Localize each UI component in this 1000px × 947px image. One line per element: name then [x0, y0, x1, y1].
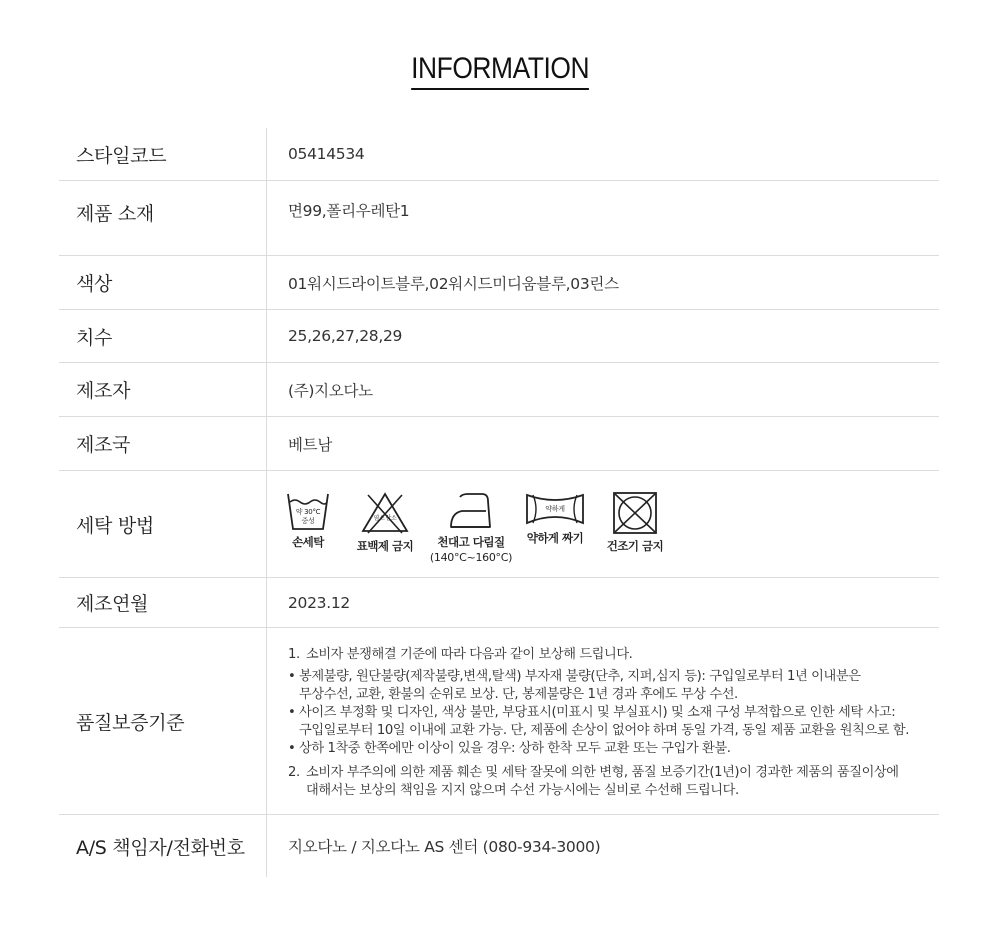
wring-caption: 약하게 짜기	[526, 531, 584, 545]
bullet-2-line-1: 사이즈 부정확 및 디자인, 색상 불만, 부당표시(미표시 및 부실표시) 및 소재 구성 부적합으로 인한 세탁 사고:	[299, 705, 896, 720]
page-title: INFORMATION	[411, 52, 589, 90]
maker-value: (주)지오다노	[288, 381, 373, 400]
quality-bullet: • 상하 1착중 한쪽에만 이상이 있을 경우: 상하 한착 모두 교환 또는 구입가 환불.	[288, 741, 731, 756]
quality-bullet: • 봉제불량, 원단불량(제작불량,변색,탈색) 부자재 불량(단추, 지퍼,심지 등): 구입일로부터 1년 이내분은 무상수선, 교환, 환불의 순위로 보상. 단, 봉제불량은 1년 경과 후에도 무상 수선.	[288, 668, 909, 704]
hand-wash-caption: 손세탁	[292, 535, 324, 549]
material-value: 면99,폴리우레탄1	[288, 202, 410, 220]
color-value: 01워시드라이트블루,02워시드미디움블루,03린스	[288, 274, 619, 293]
mfg-date-label: 제조연월	[59, 578, 267, 627]
row-country	[59, 417, 939, 471]
quality-item-2-line-2: 대해서는 보상의 책임을 지지 않으며 수선 가능시에는 실비로 수선해 드립니다.	[306, 783, 739, 798]
country-label: 제조국	[59, 417, 267, 470]
quality-text	[288, 628, 909, 800]
quality-value	[267, 628, 939, 814]
wash-item-hand	[284, 491, 332, 550]
wash-item-wring	[524, 491, 586, 546]
row-as	[59, 815, 939, 877]
quality-label: 품질보증기준	[59, 628, 267, 814]
size-value: 25,26,27,28,29	[288, 327, 403, 345]
wash-label: 세탁 방법	[59, 471, 267, 577]
quality-bullet: • 사이즈 부정확 및 디자인, 색상 불만, 부당표시(미표시 및 부실표시) 및 소재 구성 부적합으로 인한 세탁 사고: 구입일로부터 10일 이내에 교환 가능. 단, 제품에 손상이 없어야 하며 동일 가격, 동일 제품 교환을 원칙으로 함.	[288, 705, 910, 738]
quality-item-2-line-1: 소비자 부주의에 의한 제품 훼손 및 세탁 잘못에 의한 변형, 품질 보증기간(1년)이 경과한 제품의 품질이상에	[306, 765, 899, 780]
iron-caption	[430, 535, 512, 565]
iron-icon	[448, 491, 494, 531]
hand-wash-icon	[286, 491, 330, 531]
mfg-date-value: 2023.12	[288, 593, 350, 612]
size-label: 치수	[59, 310, 267, 362]
wash-value	[267, 471, 939, 577]
iron-caption-main: 천대고 다림질	[437, 535, 505, 549]
quality-item-1-text: 소비자 분쟁해결 기준에 따라 다음과 같이 보상해 드립니다.	[306, 647, 633, 662]
row-color	[59, 256, 939, 310]
bleach-chlorine: 염소	[373, 515, 385, 522]
gentle-wring-icon	[525, 491, 585, 527]
style-code-label: 스타일코드	[59, 128, 267, 180]
no-tumble-dry-icon	[612, 491, 658, 535]
bullet-2-line-2: 구입일로부터 10일 이내에 교환 가능. 단, 제품에 손상이 없어야 하며 동일 가격, 동일 제품 교환을 원칙으로 함.	[299, 723, 910, 738]
wash-item-iron	[430, 491, 512, 565]
row-material	[59, 181, 939, 256]
bullet-3-line-1: 상하 1착중 한쪽에만 이상이 있을 경우: 상하 한착 모두 교환 또는 구입가 환불.	[299, 741, 731, 756]
quality-item-1	[288, 646, 909, 664]
row-size	[59, 310, 939, 363]
bullet-1-line-2: 무상수선, 교환, 환불의 순위로 보상. 단, 봉제불량은 1년 경과 후에도 무상 수선.	[299, 687, 738, 702]
wring-gentle-text: 약하게	[545, 505, 565, 513]
bullet-1-line-1: 봉제불량, 원단불량(제작불량,변색,탈색) 부자재 불량(단추, 지퍼,심지 등): 구입일로부터 1년 이내분은	[299, 669, 861, 684]
maker-label: 제조자	[59, 363, 267, 416]
row-quality	[59, 628, 939, 815]
info-table	[59, 128, 939, 877]
no-bleach-icon	[360, 491, 410, 535]
hand-wash-temp: 약 30°C	[295, 508, 321, 516]
page-heading	[0, 52, 1000, 90]
as-value: 지오다노 / 지오다노 AS 센터 (080-934-3000)	[288, 838, 601, 856]
bleach-oxygen: 산소	[385, 515, 397, 522]
wash-item-bleach	[354, 491, 416, 554]
quality-item-2-num: 2.	[288, 765, 300, 780]
color-label: 색상	[59, 256, 267, 309]
material-label: 제품 소재	[59, 181, 267, 255]
row-style-code	[59, 128, 939, 181]
row-mfg-date	[59, 578, 939, 628]
as-label: A/S 책임자/전화번호	[59, 815, 267, 877]
quality-bullets	[288, 668, 909, 758]
quality-item-2	[288, 764, 909, 800]
quality-item-1-num: 1.	[288, 647, 300, 662]
iron-caption-temp: (140°C~160°C)	[429, 551, 513, 564]
wash-item-dryer	[604, 491, 666, 554]
country-value: 베트남	[288, 435, 333, 454]
wash-icons	[288, 471, 666, 577]
hand-wash-neutral: 중성	[301, 517, 315, 525]
row-wash	[59, 471, 939, 578]
row-maker	[59, 363, 939, 417]
style-code-value: 05414534	[288, 145, 365, 163]
bleach-caption: 표백제 금지	[356, 539, 414, 553]
dryer-caption: 건조기 금지	[606, 539, 664, 553]
